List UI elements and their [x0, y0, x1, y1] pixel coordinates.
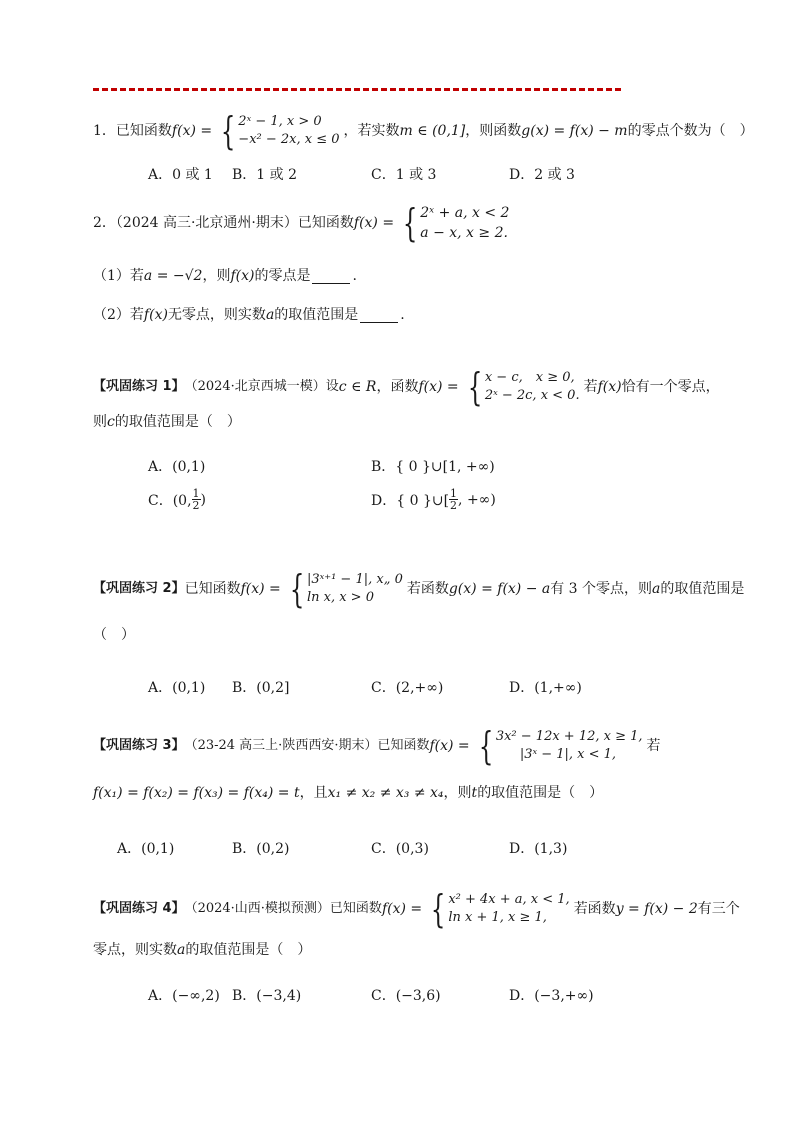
p1-tail-a: 若	[583, 379, 598, 395]
q2-sub2-text: 无零点，则实数	[167, 307, 266, 323]
p4-line2-a: 零点，则实数	[93, 942, 177, 958]
p4-piecewise	[426, 887, 570, 931]
q1-case-1: 2ˣ − 1, x > 0	[238, 114, 322, 129]
header-dashed-line	[93, 88, 621, 91]
p3-line2-c: 的取值范围是（ ）	[477, 785, 604, 801]
q2-sub2-label: （2）若	[93, 307, 144, 323]
p1-source: （2024·北京西城一模）设	[184, 379, 339, 394]
p4-case-2: ln x + 1, x ≥ 1,	[448, 910, 547, 925]
q1-mid: ，若实数	[343, 123, 400, 139]
p1-option-c[interactable]	[148, 488, 206, 511]
p3-brace: {	[478, 724, 493, 768]
p2-gx: g(x) = f(x) − a	[448, 581, 551, 597]
p3-option-b[interactable]: B．(0,2)	[232, 841, 290, 857]
p4-line2-b: 的取值范围是（ ）	[185, 942, 312, 958]
p1-case-2: 2ˣ − 2c, x < 0.	[484, 388, 580, 403]
p3-line2-a: ，且	[299, 785, 328, 801]
q2-sub1-blank[interactable]	[312, 269, 350, 284]
q2-sub2-var: a	[265, 307, 275, 323]
p3-case-1: 3x² − 12x + 12, x ≥ 1,	[495, 729, 643, 744]
p3-source: （23-24 高三上·陕西西安·期末）已知函数	[184, 738, 430, 753]
p1-tag: 【巩固练习 1】	[93, 379, 185, 394]
p1-tail-fx: f(x)	[597, 379, 622, 395]
question-1	[93, 109, 754, 153]
p1-option-b[interactable]: B．{ 0 }∪[1, +∞)	[371, 459, 495, 475]
q1-lead: 1．已知函数	[93, 123, 172, 139]
p1-optd-post: , +∞)	[458, 491, 496, 508]
p2-tag: 【巩固练习 2】	[93, 581, 185, 596]
p4-source: （2024·山西·模拟预测）已知函数	[184, 901, 382, 916]
q2-sub2-blank[interactable]	[360, 308, 398, 323]
q2-sub2-end: .	[400, 307, 405, 323]
p4-brace: {	[430, 887, 446, 931]
p4-line-2	[93, 940, 311, 960]
question-2	[93, 203, 513, 243]
p1-optc-pre: C．(0,	[148, 492, 192, 509]
p3-option-c[interactable]: C．(0,3)	[371, 841, 429, 857]
practice-1	[93, 365, 720, 409]
q2-fx: f(x) =	[353, 215, 395, 231]
q1-mid2: ，则函数	[465, 123, 522, 139]
p2-line2: （ ）	[93, 627, 135, 643]
q2-brace: {	[402, 201, 418, 245]
p3-line2-eq: f(x₁) = f(x₂) = f(x₃) = f(x₄) = t	[93, 785, 300, 801]
p2-tail: 有 3 个零点，则	[550, 581, 653, 597]
p4-tag: 【巩固练习 4】	[93, 901, 185, 916]
q2-sub1-cond: a = −√2	[143, 268, 203, 284]
p3-line-2	[93, 783, 603, 803]
p3-fx: f(x) =	[429, 738, 470, 754]
p3-piecewise	[474, 724, 643, 768]
p2-tail2: 的取值范围是	[660, 581, 745, 597]
p3-tail: 若	[646, 738, 661, 754]
q2-case-2: a − x, x ≥ 2.	[420, 225, 508, 241]
practice-4	[93, 887, 740, 931]
q2-sub1-text: ，则	[202, 268, 231, 284]
q2-sub-2	[93, 305, 405, 325]
p3-line2-cond: x₁ ≠ x₂ ≠ x₃ ≠ x₄	[327, 785, 444, 801]
p3-line2-b: ，则	[443, 785, 472, 801]
q2-piecewise	[398, 203, 509, 243]
p2-option-a[interactable]: A．(0,1)	[148, 680, 206, 696]
p4-option-a[interactable]: A．(−∞,2)	[148, 988, 220, 1004]
q1-option-c[interactable]: C．1 或 3	[371, 167, 437, 183]
p4-option-c[interactable]: C．(−3,6)	[371, 988, 441, 1004]
p1-line-2	[93, 412, 241, 432]
p3-option-d[interactable]: D．(1,3)	[509, 841, 568, 857]
p4-tail: 有三个	[697, 901, 740, 917]
p1-piecewise	[463, 365, 580, 409]
q1-option-b[interactable]: B．1 或 2	[232, 167, 298, 183]
p4-fx: f(x) =	[381, 901, 423, 917]
q1-cond: m ∈ (0,1]	[399, 123, 466, 139]
q2-sub-1	[93, 266, 357, 286]
p1-option-a[interactable]: A．(0,1)	[148, 459, 206, 475]
q2-sub1-label: （1）若	[93, 268, 144, 284]
q1-piecewise	[216, 109, 340, 153]
p2-source: 已知函数	[184, 581, 241, 597]
p1-option-d[interactable]	[371, 488, 496, 511]
p1-optd-frac: $\frac{1}{2}$	[450, 487, 458, 512]
p1-line2-var: c	[107, 414, 115, 430]
q1-tail: 的零点个数为（ ）	[627, 123, 754, 139]
p4-case-1: x² + 4x + a, x < 1,	[448, 892, 570, 907]
p1-mid: ，函数	[376, 379, 419, 395]
p1-optd-pre: D．{ 0 }∪[	[371, 492, 450, 509]
p2-brace: {	[289, 567, 305, 611]
q2-sub2-text2: 的取值范围是	[274, 307, 359, 323]
practice-2	[93, 567, 745, 611]
p4-option-d[interactable]: D．(−3,+∞)	[509, 988, 594, 1004]
p1-optc-frac: $\frac{1}{2}$	[192, 487, 200, 512]
p2-line-2	[93, 625, 135, 645]
q2-sub2-fx: f(x)	[143, 307, 168, 323]
p1-optc-post: )	[200, 491, 206, 508]
q2-lead: 2．（2024 高三·北京通州·期末）已知函数	[93, 215, 354, 231]
q1-option-a[interactable]: A．0 或 1	[148, 167, 213, 183]
p2-case-1: |3ˣ⁺¹ − 1|, x„ 0	[306, 572, 403, 587]
q1-brace: {	[220, 109, 236, 153]
p4-line2-var: a	[177, 942, 186, 958]
practice-3	[93, 724, 661, 768]
p2-fx: f(x) =	[240, 581, 281, 597]
p1-fx: f(x) =	[418, 379, 459, 395]
p4-mid: 若函数	[573, 901, 616, 917]
q2-sub1-end: .	[352, 268, 357, 284]
p3-case-2: |3ˣ − 1|, x < 1,	[519, 747, 617, 762]
p2-case-2: ln x, x > 0	[306, 590, 374, 605]
q1-option-d[interactable]: D．2 或 3	[509, 167, 575, 183]
p1-case-1: x − c, x ≥ 0,	[484, 370, 575, 385]
q1-case-2: −x² − 2x, x ≤ 0	[238, 132, 340, 147]
p2-mid: 若函数	[406, 581, 449, 597]
q2-case-1: 2ˣ + a, x < 2	[420, 205, 510, 221]
p3-option-a[interactable]: A．(0,1)	[117, 841, 175, 857]
p1-line2-b: 的取值范围是（ ）	[114, 414, 241, 430]
p2-option-d[interactable]: D．(1,+∞)	[509, 680, 582, 696]
p2-option-b[interactable]: B．(0,2]	[232, 680, 290, 696]
p4-yx: y = f(x) − 2	[615, 901, 698, 917]
p1-cond: c ∈ R	[338, 379, 377, 395]
q2-sub1-fx: f(x)	[230, 268, 255, 284]
p2-option-c[interactable]: C．(2,+∞)	[371, 680, 444, 696]
q2-sub1-text2: 的零点是	[254, 268, 311, 284]
p2-var: a	[652, 581, 661, 597]
p1-tail-b: 恰有一个零点，	[621, 379, 720, 395]
q1-fx: f(x) =	[171, 123, 213, 139]
p4-option-b[interactable]: B．(−3,4)	[232, 988, 302, 1004]
q1-gx: g(x) = f(x) − m	[521, 123, 628, 139]
p2-piecewise	[285, 567, 403, 611]
p3-tag: 【巩固练习 3】	[93, 738, 185, 753]
p1-line2-a: 则	[93, 414, 107, 430]
p1-brace: {	[467, 365, 482, 409]
p3-line2-var: t	[471, 785, 478, 801]
